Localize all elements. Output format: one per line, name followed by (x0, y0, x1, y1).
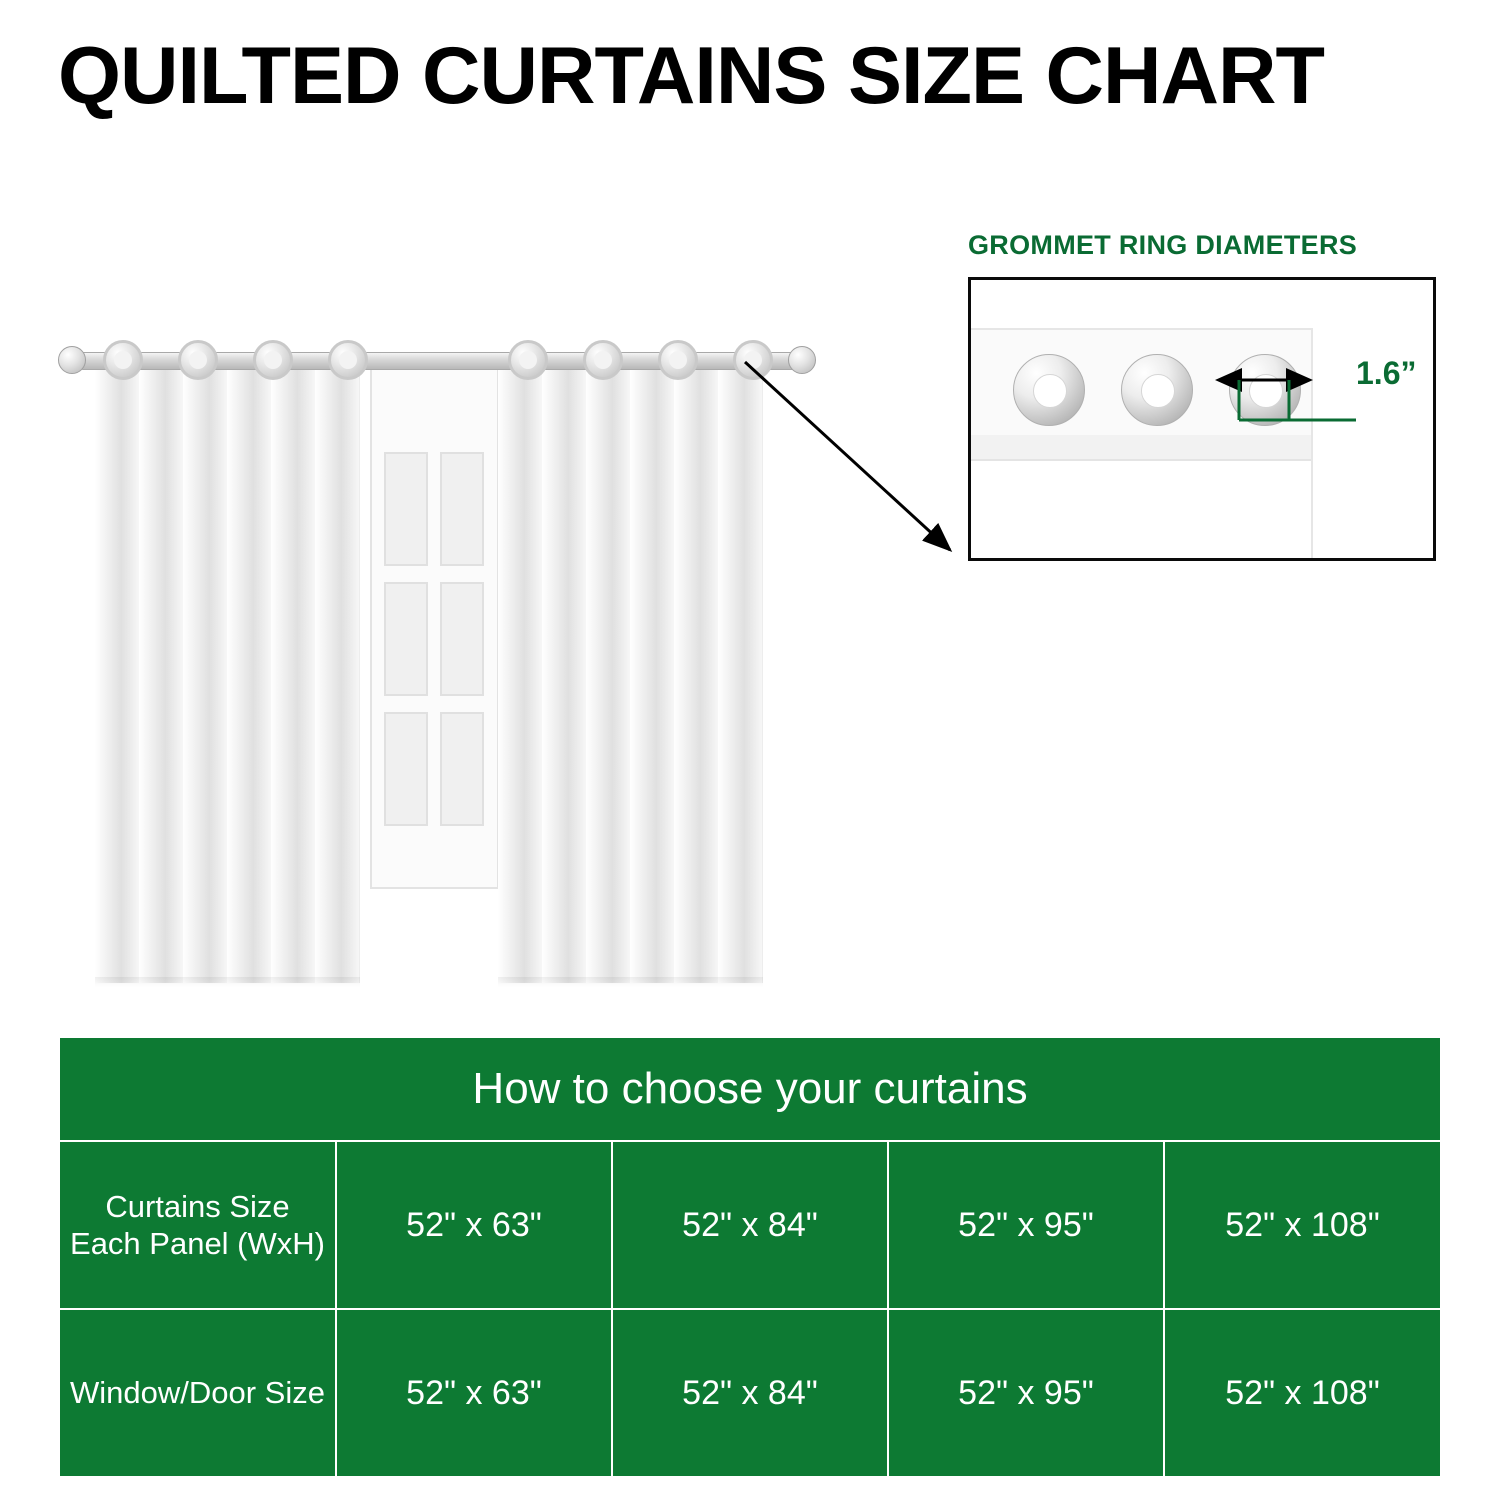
row-label-curtain-size: Curtains Size Each Panel (WxH) (60, 1141, 336, 1309)
grommet-detail-box (968, 277, 1436, 561)
size-chart-table (60, 1038, 1440, 1476)
cell-window-size-1: 52" x 63" (336, 1309, 612, 1476)
table-header-row (60, 1038, 1440, 1141)
window-frame (370, 365, 499, 889)
grommet-ring-icon (103, 340, 143, 380)
window-pane (440, 452, 484, 566)
cell-window-size-3: 52" x 95" (888, 1309, 1164, 1476)
window-pane (440, 712, 484, 826)
window-pane (440, 582, 484, 696)
curtain-panel-right (498, 358, 763, 983)
table-row (60, 1309, 1440, 1476)
grommet-ring-icon (658, 340, 698, 380)
window-pane (384, 582, 428, 696)
cell-curtain-size-3: 52" x 95" (888, 1141, 1164, 1309)
grommet-callout-title: GROMMET RING DIAMETERS (968, 230, 1358, 260)
double-arrow-icon (971, 280, 1436, 561)
window-pane (384, 452, 428, 566)
grommet-callout (968, 230, 1440, 561)
grommet-ring-icon (253, 340, 293, 380)
grommet-ring-icon (328, 340, 368, 380)
grommet-ring-icon (508, 340, 548, 380)
curtain-rod-finial-left-icon (58, 346, 86, 374)
curtain-panel-left (95, 358, 360, 983)
cell-curtain-size-1: 52" x 63" (336, 1141, 612, 1309)
page-title: QUILTED CURTAINS SIZE CHART (58, 31, 1324, 121)
table-title: How to choose your curtains (60, 1038, 1440, 1141)
cell-window-size-2: 52" x 84" (612, 1309, 888, 1476)
grommet-ring-icon (733, 340, 773, 380)
grommet-ring-icon (583, 340, 623, 380)
grommet-diameter-label: 1.6” (1356, 355, 1417, 391)
cell-curtain-size-2: 52" x 84" (612, 1141, 888, 1309)
window-pane (384, 712, 428, 826)
grommet-ring-icon (178, 340, 218, 380)
table-row (60, 1141, 1440, 1309)
row-label-window-size: Window/Door Size (60, 1309, 336, 1476)
curtain-rod-finial-right-icon (788, 346, 816, 374)
cell-curtain-size-4: 52" x 108" (1164, 1141, 1440, 1309)
cell-window-size-4: 52" x 108" (1164, 1309, 1440, 1476)
